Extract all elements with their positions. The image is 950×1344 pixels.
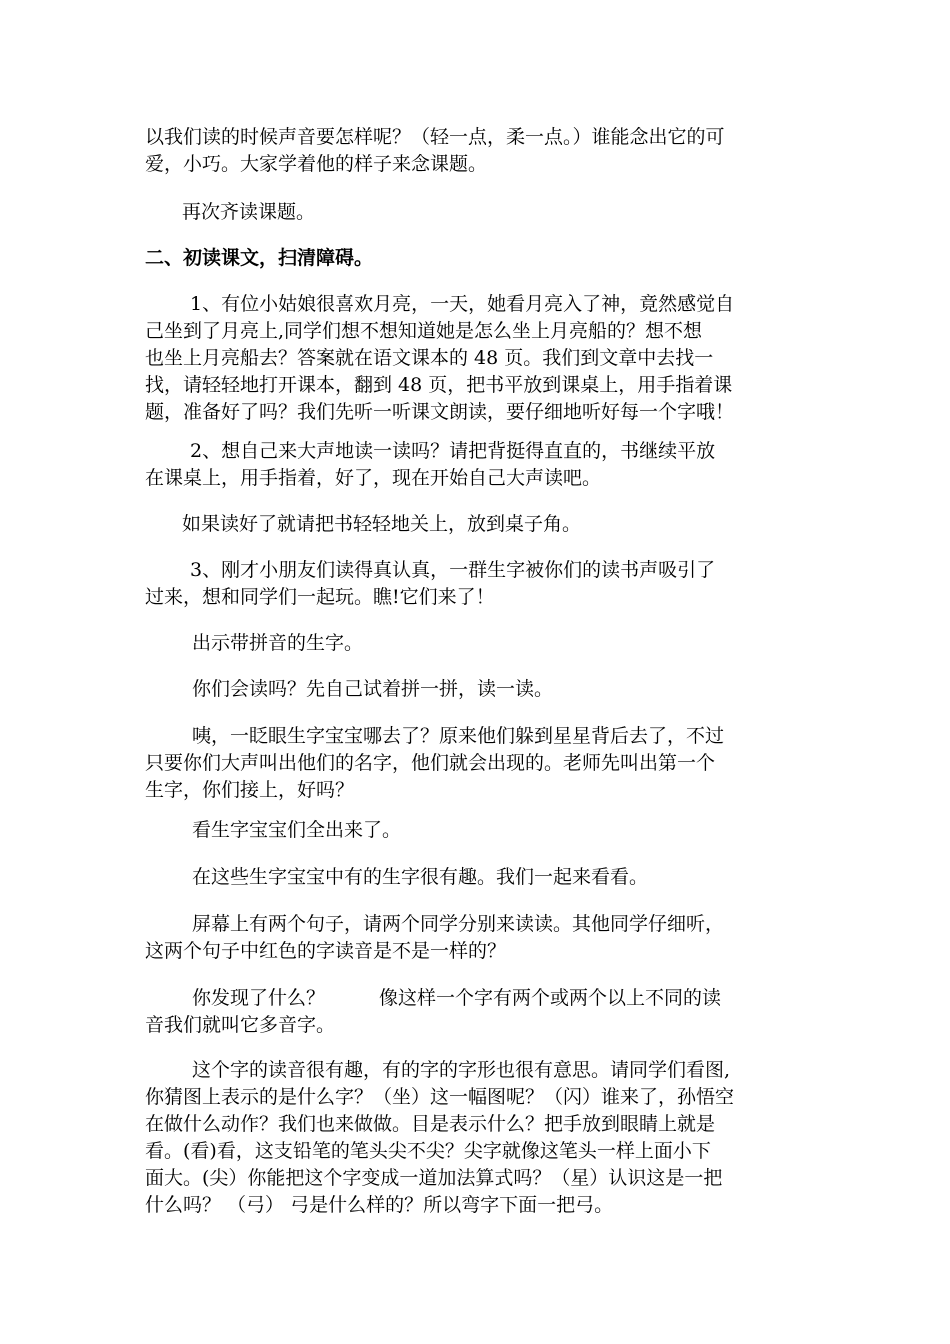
text-line: 看生字宝宝们全出来了。: [192, 819, 402, 841]
text-line: 3、刚才小朋友们读得真认真，一群生字被你们的读书声吸引了: [190, 559, 716, 581]
text-line: 在课桌上，用手指着，好了，现在开始自己大声读吧。: [145, 467, 602, 489]
text-line: 你们会读吗？先自己试着拼一拼，读一读。: [192, 678, 554, 700]
paragraph-step-3: [145, 557, 810, 611]
text-line: 找，请轻轻地打开课本，翻到 48 页，把书平放到课桌上，用手指着课: [145, 374, 733, 396]
paragraph-show-characters: [192, 630, 857, 657]
paragraph-step-2: [145, 438, 810, 492]
paragraph-polyphonic: [145, 985, 810, 1039]
text-line: 过来，想和同学们一起玩。瞧!它们来了！: [145, 586, 495, 608]
text-line: [145, 985, 810, 1012]
text-line: 屏幕上有两个句子，请两个同学分别来读读。其他同学仔细听，: [192, 913, 725, 935]
paragraph-step-1: [145, 291, 810, 426]
paragraph-character-shapes: [145, 1057, 810, 1219]
text-line: 在做什么动作？我们也来做做。目是表示什么？把手放到眼睛上就是: [145, 1113, 716, 1135]
text-line: 1、有位小姑娘很喜欢月亮，一天，她看月亮入了神，竟然感觉自: [190, 293, 735, 315]
section-heading: [145, 245, 810, 272]
text-line: 咦，一眨眼生字宝宝哪去了？原来他们躲到星星背后去了，不过: [192, 725, 725, 747]
paragraph-can-you-read: [192, 676, 857, 703]
text-line: 在这些生字宝宝中有的生字很有趣。我们一起来看看。: [192, 866, 649, 888]
paragraph-reading-tone: [145, 124, 810, 178]
text-line: 也坐上月亮船去？答案就在语文课本的 48 页。我们到文章中去找一: [145, 347, 714, 369]
text-line: 己坐到了月亮上,同学们想不想知道她是怎么坐上月亮船的？想不想: [145, 320, 703, 342]
paragraph-two-sentences: [145, 911, 810, 965]
text-line: 出示带拼音的生字。: [192, 632, 364, 654]
paragraph-close-book: [182, 511, 847, 538]
text-segment: 像这样一个字有两个或两个以上不同的读: [379, 987, 722, 1009]
text-line: 爱，小巧。大家学着他的样子来念课题。: [145, 153, 488, 175]
text-line: 面大。(尖）你能把这个字变成一道加法算式吗？（星）认识这是一把: [145, 1167, 723, 1189]
text-line: 生字，你们接上，好吗？: [145, 779, 355, 801]
paragraph-hidden-characters: [145, 723, 810, 804]
text-line: 什么吗？ （弓） 弓是什么样的？所以弯字下面一把弓。: [145, 1194, 614, 1216]
paragraph-reread-title: [182, 199, 847, 226]
section-heading-text: 二、初读课文，扫清障碍。: [145, 247, 374, 269]
text-line: 这两个句子中红色的字读音是不是一样的？: [145, 940, 507, 962]
text-segment: 你发现了什么？: [192, 987, 326, 1009]
text-line: 你猜图上表示的是什么字？（坐）这一幅图呢？（闪）谁来了，孙悟空: [145, 1086, 735, 1108]
text-line: 只要你们大声叫出他们的名字，他们就会出现的。老师先叫出第一个: [145, 752, 716, 774]
text-line: 如果读好了就请把书轻轻地关上，放到桌子角。: [182, 513, 582, 535]
text-line: 看。(看)看，这支铅笔的笔头尖不尖？尖字就像这笔头一样上面小下: [145, 1140, 711, 1162]
text-line: 题，准备好了吗？我们先听一听课文朗读，要仔细地听好每一个字哦！: [145, 401, 735, 423]
text-line: 再次齐读课题。: [182, 201, 316, 223]
paragraph-all-out: [192, 817, 857, 844]
text-line: 2、想自己来大声地读一读吗？请把背挺得直直的，书继续平放: [190, 440, 716, 462]
text-line: 音我们就叫它多音字。: [145, 1014, 336, 1036]
text-line: 这个字的读音很有趣，有的字的字形也很有意思。请同学们看图,: [192, 1059, 731, 1081]
text-line: 以我们读的时候声音要怎样呢？（轻一点，柔一点。）谁能念出它的可: [145, 126, 725, 148]
paragraph-interesting: [192, 864, 857, 891]
